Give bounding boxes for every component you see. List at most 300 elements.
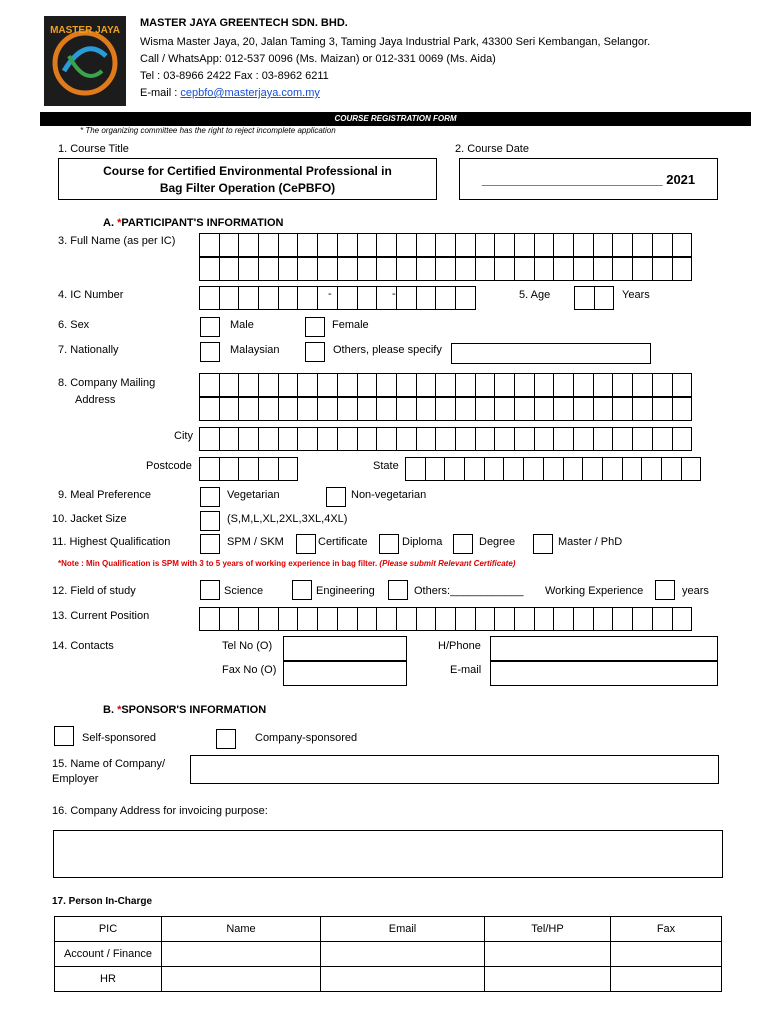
grid-cell[interactable] <box>396 257 417 281</box>
grid-cell[interactable] <box>199 233 220 257</box>
section-a-text: PARTICIPANT'S INFORMATION <box>121 217 284 229</box>
grid-cell[interactable] <box>199 607 220 631</box>
years-unit-label: years <box>682 585 709 597</box>
vegetarian-label: Vegetarian <box>227 489 280 501</box>
email-label: E-mail : <box>140 87 181 99</box>
pic-cell[interactable] <box>485 967 611 992</box>
years-label: Years <box>622 289 650 301</box>
contacts-label: 14. Contacts <box>52 640 114 652</box>
grid-cell[interactable] <box>514 233 535 257</box>
work-experience-label: Working Experience <box>545 585 644 597</box>
company-sponsored-label: Company-sponsored <box>255 732 358 744</box>
grid-cell[interactable] <box>475 233 496 257</box>
grid-cell[interactable] <box>553 373 574 397</box>
grid-cell[interactable] <box>455 257 476 281</box>
grid-cell[interactable] <box>553 257 574 281</box>
grid-cell[interactable] <box>435 607 456 631</box>
grid-cell[interactable] <box>219 607 240 631</box>
degree-label: Degree <box>479 536 516 548</box>
section-b-star: * <box>117 704 122 716</box>
grid-cell[interactable] <box>455 397 476 421</box>
grid-cell[interactable] <box>219 457 240 481</box>
grid-cell[interactable] <box>455 373 476 397</box>
grid-cell[interactable] <box>514 257 535 281</box>
grid-cell[interactable] <box>199 257 220 281</box>
grid-cell[interactable] <box>612 607 633 631</box>
grid-cell[interactable] <box>475 607 496 631</box>
full-name-row1[interactable] <box>199 233 691 257</box>
grid-cell[interactable] <box>534 427 555 451</box>
grid-cell[interactable] <box>258 397 279 421</box>
grid-cell[interactable] <box>523 457 544 481</box>
grid-cell[interactable] <box>632 233 653 257</box>
female-label: Female <box>332 319 369 331</box>
grid-cell[interactable] <box>416 233 437 257</box>
grid-cell[interactable] <box>681 457 702 481</box>
grid-cell[interactable] <box>357 397 378 421</box>
grid-cell[interactable] <box>593 607 614 631</box>
grid-cell[interactable] <box>258 373 279 397</box>
address-label-2: Address <box>75 394 116 406</box>
grid-cell[interactable] <box>416 607 437 631</box>
grid-cell[interactable] <box>553 427 574 451</box>
grid-cell[interactable] <box>278 233 299 257</box>
grid-cell[interactable] <box>602 457 623 481</box>
address-row2[interactable] <box>199 397 691 421</box>
course-date-box[interactable]: _________________________ 2021 <box>459 158 718 200</box>
grid-cell[interactable] <box>357 373 378 397</box>
grid-cell[interactable] <box>297 607 318 631</box>
grid-cell[interactable] <box>357 427 378 451</box>
grid-cell[interactable] <box>593 257 614 281</box>
course-title-label: 1. Course Title <box>58 143 129 155</box>
section-a-star: * <box>117 217 122 229</box>
grid-cell[interactable] <box>632 373 653 397</box>
grid-cell[interactable] <box>337 427 358 451</box>
grid-cell[interactable] <box>258 427 279 451</box>
grid-cell[interactable] <box>219 257 240 281</box>
grid-cell[interactable] <box>475 373 496 397</box>
grid-cell[interactable] <box>199 397 220 421</box>
grid-cell[interactable] <box>632 257 653 281</box>
male-label: Male <box>230 319 254 331</box>
ic-dash-2: - <box>392 288 396 300</box>
grid-cell[interactable] <box>416 427 437 451</box>
grid-cell[interactable] <box>238 257 259 281</box>
grid-cell[interactable] <box>337 373 358 397</box>
grid-cell[interactable] <box>278 457 299 481</box>
pic-cell[interactable] <box>321 942 485 967</box>
grid-cell[interactable] <box>573 397 594 421</box>
grid-cell[interactable] <box>593 373 614 397</box>
grid-cell[interactable] <box>317 233 338 257</box>
invoice-address-label: 16. Company Address for invoicing purpose: <box>52 805 268 817</box>
grid-cell[interactable] <box>652 607 673 631</box>
others-specify-label: Others, please specify <box>333 344 442 356</box>
grid-cell[interactable] <box>416 373 437 397</box>
company-name-input[interactable] <box>190 755 719 784</box>
diploma-checkbox[interactable] <box>379 534 399 554</box>
sex-label: 6. Sex <box>58 319 90 331</box>
company-name: MASTER JAYA GREENTECH SDN. BHD. <box>140 17 348 29</box>
grid-cell[interactable] <box>514 397 535 421</box>
company-tel-fax: Tel : 03-8966 2422 Fax : 03-8962 6211 <box>140 70 329 82</box>
grid-cell[interactable] <box>435 397 456 421</box>
email-input[interactable] <box>490 661 718 686</box>
form-title-bar: COURSE REGISTRATION FORM <box>40 112 751 126</box>
grid-cell[interactable] <box>494 397 515 421</box>
grid-cell[interactable] <box>622 457 643 481</box>
grid-cell[interactable] <box>416 257 437 281</box>
grid-cell[interactable] <box>464 457 485 481</box>
company-call: Call / WhatsApp: 012-537 0096 (Ms. Maizan) or 012-331 0069 (Ms. Aida) <box>140 53 496 65</box>
full-name-label: 3. Full Name (as per IC) <box>58 235 176 247</box>
engineering-checkbox[interactable] <box>292 580 312 600</box>
grid-cell[interactable] <box>317 397 338 421</box>
grid-cell[interactable] <box>652 233 673 257</box>
grid-cell[interactable] <box>357 607 378 631</box>
grid-cell[interactable] <box>278 286 299 310</box>
grid-cell[interactable] <box>337 286 358 310</box>
grid-cell[interactable] <box>612 397 633 421</box>
grid-cell[interactable] <box>376 373 397 397</box>
qualification-note <box>58 559 515 568</box>
grid-cell[interactable] <box>573 257 594 281</box>
grid-cell[interactable] <box>219 397 240 421</box>
grid-cell[interactable] <box>435 427 456 451</box>
pic-header-email: Email <box>321 917 485 942</box>
grid-cell[interactable] <box>317 427 338 451</box>
grid-cell[interactable] <box>484 457 505 481</box>
grid-cell[interactable] <box>219 373 240 397</box>
grid-cell[interactable] <box>435 373 456 397</box>
pic-cell[interactable] <box>485 942 611 967</box>
grid-cell[interactable] <box>199 373 220 397</box>
section-b-title <box>103 704 266 716</box>
certificate-label: Certificate <box>318 536 368 548</box>
pic-header-name: Name <box>162 917 321 942</box>
current-position-grid[interactable] <box>199 607 691 631</box>
non-vegetarian-checkbox[interactable] <box>326 487 346 507</box>
engineering-label: Engineering <box>316 585 375 597</box>
pic-header-pic: PIC <box>55 917 162 942</box>
grid-cell[interactable] <box>632 427 653 451</box>
pic-cell[interactable] <box>321 967 485 992</box>
pic-title: 17. Person In-Charge <box>52 896 153 907</box>
grid-cell[interactable] <box>672 233 693 257</box>
grid-cell[interactable] <box>652 257 673 281</box>
spm-label: SPM / SKM <box>227 536 284 548</box>
grid-cell[interactable] <box>405 457 426 481</box>
grid-cell[interactable] <box>238 607 259 631</box>
grid-cell[interactable] <box>553 607 574 631</box>
female-checkbox[interactable] <box>305 317 325 337</box>
vegetarian-checkbox[interactable] <box>200 487 220 507</box>
grid-cell[interactable] <box>672 607 693 631</box>
postcode-label: Postcode <box>146 460 192 472</box>
field-of-study-label: 12. Field of study <box>52 585 136 597</box>
jacket-size-box[interactable] <box>200 511 220 531</box>
grid-cell[interactable] <box>258 257 279 281</box>
grid-cell[interactable] <box>455 607 476 631</box>
grid-cell[interactable] <box>297 233 318 257</box>
grid-cell[interactable] <box>494 373 515 397</box>
grid-cell[interactable] <box>199 457 220 481</box>
grid-cell[interactable] <box>416 397 437 421</box>
meal-label: 9. Meal Preference <box>58 489 151 501</box>
age-grid[interactable] <box>574 286 613 310</box>
grid-cell[interactable] <box>514 427 535 451</box>
grid-cell[interactable] <box>258 286 279 310</box>
grid-cell[interactable] <box>503 457 524 481</box>
grid-cell[interactable] <box>475 257 496 281</box>
grid-cell[interactable] <box>238 427 259 451</box>
grid-cell[interactable] <box>337 397 358 421</box>
grid-cell[interactable] <box>494 257 515 281</box>
grid-cell[interactable] <box>297 397 318 421</box>
qualification-note-main: *Note : Min Qualification is SPM with 3 to 5 years of working experience in bag filter. <box>58 559 380 568</box>
current-position-label: 13. Current Position <box>52 610 150 622</box>
grid-cell[interactable] <box>534 257 555 281</box>
grid-cell[interactable] <box>672 257 693 281</box>
fax-o-label: Fax No (O) <box>222 664 277 676</box>
fax-o-input[interactable] <box>283 661 407 686</box>
grid-cell[interactable] <box>376 427 397 451</box>
grid-cell[interactable] <box>337 607 358 631</box>
grid-cell[interactable] <box>652 373 673 397</box>
pic-cell[interactable] <box>611 942 722 967</box>
city-label: City <box>174 430 193 442</box>
grid-cell[interactable] <box>612 427 633 451</box>
grid-cell[interactable] <box>661 457 682 481</box>
grid-cell[interactable] <box>534 373 555 397</box>
male-checkbox[interactable] <box>200 317 220 337</box>
grid-cell[interactable] <box>238 397 259 421</box>
logo-text: MASTER JAYA <box>50 25 120 36</box>
address-row1[interactable] <box>199 373 691 397</box>
pic-header-row <box>55 917 722 942</box>
grid-cell[interactable] <box>435 233 456 257</box>
grid-cell[interactable] <box>594 286 615 310</box>
others-field-checkbox[interactable] <box>388 580 408 600</box>
grid-cell[interactable] <box>376 233 397 257</box>
pic-header-tel: Tel/HP <box>485 917 611 942</box>
jacket-sizes: (S,M,L,XL,2XL,3XL,4XL) <box>227 513 348 525</box>
jacket-label: 10. Jacket Size <box>52 513 127 525</box>
grid-cell[interactable] <box>573 233 594 257</box>
section-b-text: SPONSOR'S INFORMATION <box>121 704 267 716</box>
grid-cell[interactable] <box>435 286 456 310</box>
course-title-line2: Bag Filter Operation (CePBFO) <box>159 181 336 195</box>
work-experience-box[interactable] <box>655 580 675 600</box>
grid-cell[interactable] <box>357 286 378 310</box>
table-row <box>55 967 722 992</box>
pic-table <box>54 916 722 992</box>
full-name-row2[interactable] <box>199 257 691 281</box>
grid-cell[interactable] <box>258 607 279 631</box>
grid-cell[interactable] <box>455 233 476 257</box>
tel-o-input[interactable] <box>283 636 407 661</box>
grid-cell[interactable] <box>396 397 417 421</box>
grid-cell[interactable] <box>199 286 220 310</box>
grid-cell[interactable] <box>337 257 358 281</box>
grid-cell[interactable] <box>632 397 653 421</box>
grid-cell[interactable] <box>238 233 259 257</box>
email-link[interactable]: cepbfo@masterjaya.com.my <box>180 87 320 99</box>
grid-cell[interactable] <box>376 607 397 631</box>
grid-cell[interactable] <box>219 286 240 310</box>
city-grid[interactable] <box>199 427 691 451</box>
grid-cell[interactable] <box>494 607 515 631</box>
grid-cell[interactable] <box>396 373 417 397</box>
grid-cell[interactable] <box>199 427 220 451</box>
grid-cell[interactable] <box>672 397 693 421</box>
invoice-address-input[interactable] <box>53 830 723 878</box>
grid-cell[interactable] <box>672 427 693 451</box>
grid-cell[interactable] <box>593 397 614 421</box>
grid-cell[interactable] <box>238 457 259 481</box>
grid-cell[interactable] <box>396 427 417 451</box>
section-a-title <box>103 217 283 229</box>
grid-cell[interactable] <box>593 427 614 451</box>
others-specify-input[interactable] <box>451 343 651 364</box>
state-label: State <box>373 460 399 472</box>
address-label-1: 8. Company Mailing <box>58 377 156 389</box>
grid-cell[interactable] <box>553 397 574 421</box>
certificate-checkbox[interactable] <box>296 534 316 554</box>
grid-cell[interactable] <box>652 397 673 421</box>
state-grid[interactable] <box>405 457 700 481</box>
company-sponsored-checkbox[interactable] <box>216 729 236 749</box>
non-vegetarian-label: Non-vegetarian <box>351 489 427 501</box>
company-address: Wisma Master Jaya, 20, Jalan Taming 3, Taming Jaya Industrial Park, 43300 Seri Kembangan, Selangor. <box>140 36 651 48</box>
grid-cell[interactable] <box>278 373 299 397</box>
grid-cell[interactable] <box>672 373 693 397</box>
ic-number-grid[interactable] <box>199 286 475 310</box>
grid-cell[interactable] <box>317 257 338 281</box>
grid-cell[interactable] <box>612 233 633 257</box>
grid-cell[interactable] <box>573 607 594 631</box>
grid-cell[interactable] <box>553 233 574 257</box>
grid-cell[interactable] <box>219 427 240 451</box>
grid-cell[interactable] <box>582 457 603 481</box>
grid-cell[interactable] <box>297 373 318 397</box>
grid-cell[interactable] <box>396 286 417 310</box>
spm-checkbox[interactable] <box>200 534 220 554</box>
grid-cell[interactable] <box>317 373 338 397</box>
grid-cell[interactable] <box>258 457 279 481</box>
grid-cell[interactable] <box>444 457 465 481</box>
self-sponsored-checkbox[interactable] <box>54 726 74 746</box>
grid-cell[interactable] <box>612 257 633 281</box>
email-field-label: E-mail <box>450 664 482 676</box>
grid-cell[interactable] <box>494 233 515 257</box>
grid-cell[interactable] <box>376 397 397 421</box>
grid-cell[interactable] <box>652 427 673 451</box>
grid-cell[interactable] <box>573 427 594 451</box>
grid-cell[interactable] <box>278 397 299 421</box>
malaysian-label: Malaysian <box>230 344 280 356</box>
grid-cell[interactable] <box>563 457 584 481</box>
grid-cell[interactable] <box>514 607 535 631</box>
grid-cell[interactable] <box>416 286 437 310</box>
pic-cell[interactable] <box>162 967 321 992</box>
pic-row-label: HR <box>55 967 162 992</box>
grid-cell[interactable] <box>238 286 259 310</box>
grid-cell[interactable] <box>494 427 515 451</box>
grid-cell[interactable] <box>258 233 279 257</box>
hphone-input[interactable] <box>490 636 718 661</box>
grid-cell[interactable] <box>337 233 358 257</box>
qualification-label: 11. Highest Qualification <box>52 536 171 548</box>
pic-header-fax: Fax <box>611 917 722 942</box>
grid-cell[interactable] <box>455 427 476 451</box>
grid-cell[interactable] <box>534 233 555 257</box>
pic-cell[interactable] <box>611 967 722 992</box>
grid-cell[interactable] <box>632 607 653 631</box>
company-name-label-1: 15. Name of Company/ <box>52 758 166 770</box>
ic-label: 4. IC Number <box>58 289 124 301</box>
grid-cell[interactable] <box>297 257 318 281</box>
grid-cell[interactable] <box>357 233 378 257</box>
grid-cell[interactable] <box>297 286 318 310</box>
nationality-label: 7. Nationally <box>58 344 119 356</box>
postcode-grid[interactable] <box>199 457 297 481</box>
course-title-line1: Course for Certified Environmental Professional in <box>103 164 392 178</box>
grid-cell[interactable] <box>593 233 614 257</box>
others-nationality-checkbox[interactable] <box>305 342 325 362</box>
grid-cell[interactable] <box>238 373 259 397</box>
grid-cell[interactable] <box>297 427 318 451</box>
grid-cell[interactable] <box>396 607 417 631</box>
hphone-label: H/Phone <box>438 640 481 652</box>
ic-dash-1: - <box>328 288 332 300</box>
grid-cell[interactable] <box>543 457 564 481</box>
grid-cell[interactable] <box>278 427 299 451</box>
grid-cell[interactable] <box>435 257 456 281</box>
master-label: Master / PhD <box>558 536 623 548</box>
age-label: 5. Age <box>519 289 551 301</box>
grid-cell[interactable] <box>514 373 535 397</box>
science-checkbox[interactable] <box>200 580 220 600</box>
grid-cell[interactable] <box>278 257 299 281</box>
grid-cell[interactable] <box>534 397 555 421</box>
grid-cell[interactable] <box>574 286 595 310</box>
grid-cell[interactable] <box>357 257 378 281</box>
grid-cell[interactable] <box>396 233 417 257</box>
self-sponsored-label: Self-sponsored <box>82 732 156 744</box>
grid-cell[interactable] <box>612 373 633 397</box>
grid-cell[interactable] <box>425 457 446 481</box>
pic-row-label: Account / Finance <box>55 942 162 967</box>
grid-cell[interactable] <box>455 286 476 310</box>
grid-cell[interactable] <box>317 607 338 631</box>
grid-cell[interactable] <box>278 607 299 631</box>
grid-cell[interactable] <box>641 457 662 481</box>
grid-cell[interactable] <box>376 257 397 281</box>
grid-cell[interactable] <box>219 233 240 257</box>
grid-cell[interactable] <box>534 607 555 631</box>
degree-checkbox[interactable] <box>453 534 473 554</box>
others-field-label: Others:____________ <box>414 585 524 597</box>
grid-cell[interactable] <box>573 373 594 397</box>
pic-cell[interactable] <box>162 942 321 967</box>
grid-cell[interactable] <box>475 427 496 451</box>
master-checkbox[interactable] <box>533 534 553 554</box>
grid-cell[interactable] <box>475 397 496 421</box>
science-label: Science <box>224 585 264 597</box>
malaysian-checkbox[interactable] <box>200 342 220 362</box>
